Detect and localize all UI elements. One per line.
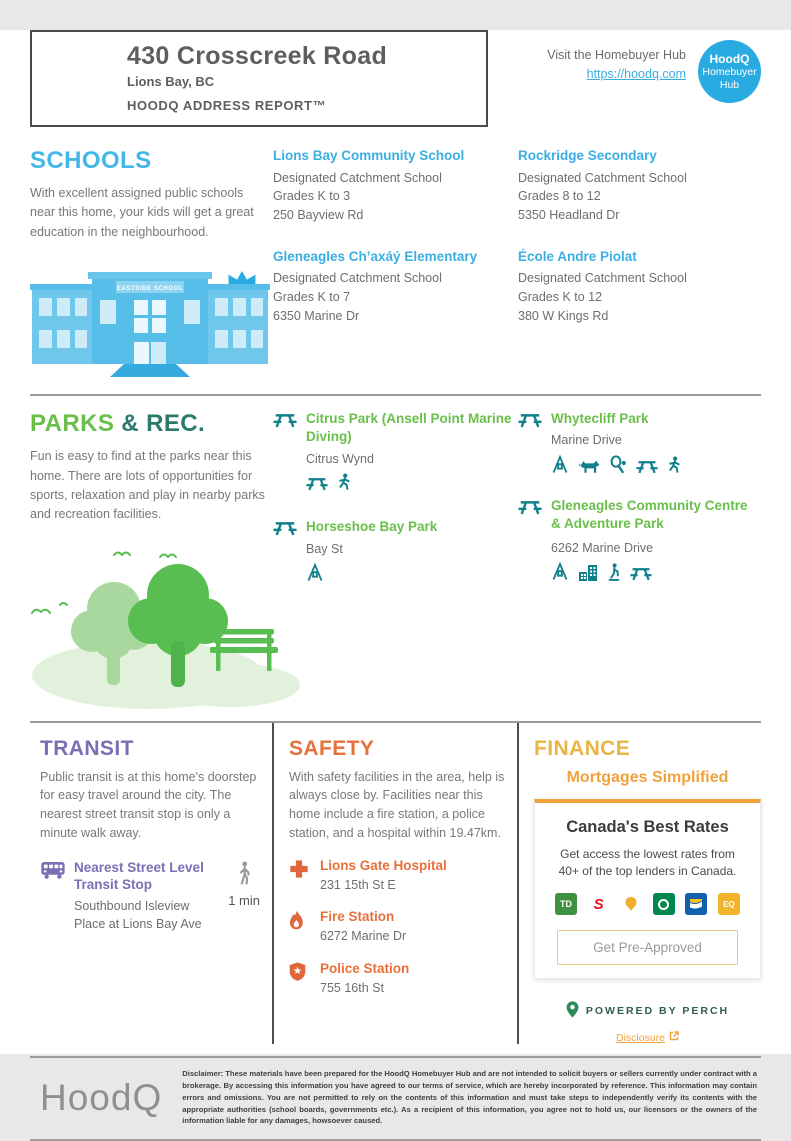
- park-name[interactable]: Gleneagles Community Centre & Adventure Park: [551, 498, 748, 532]
- jogging-icon: [667, 456, 681, 479]
- tennis-icon: [609, 456, 627, 479]
- transit-stop-name[interactable]: Nearest Street Level Transit Stop: [74, 859, 204, 893]
- parks-description: Fun is easy to find at the parks near this home. There are lots of opportunities for sports, relaxation and play in nearby parks and recreation facilities.: [30, 449, 265, 522]
- school-grades: Grades K to 7: [273, 290, 351, 305]
- park-amenities: [551, 562, 761, 586]
- homebuyer-hub-link[interactable]: https://hoodq.com: [586, 67, 686, 81]
- school-address: 5350 Headland Dr: [518, 208, 620, 223]
- picnic-table-icon: [630, 566, 652, 586]
- school-item: [273, 248, 515, 326]
- disclosure-label: Disclosure: [615, 1031, 665, 1044]
- safety-description: With safety facilities in the area, help is always close by. Facilities near this home include a fire station, a police station, and a hospital within 19.47km.: [289, 769, 505, 840]
- hub-badge-line1: HoodQ: [709, 51, 750, 66]
- rates-card: [534, 799, 761, 980]
- park-address: Bay St: [306, 541, 343, 556]
- page-title: 430 Crosscreek Road: [127, 42, 388, 70]
- safety-facility-name[interactable]: Lions Gate Hospital: [320, 857, 447, 873]
- safety-section: [272, 723, 519, 1045]
- safety-facility-name[interactable]: Police Station: [320, 961, 410, 977]
- park-amenities: [306, 563, 437, 587]
- school-item: [518, 248, 761, 326]
- td-bank-logo: TD: [555, 893, 577, 915]
- rates-card-title: Canada's Best Rates: [566, 817, 729, 836]
- report-footer: [30, 1056, 761, 1141]
- park-amenities: [306, 473, 515, 496]
- hoodq-logo: HoodQ: [40, 1076, 163, 1118]
- school-item: [518, 147, 761, 225]
- external-link-icon: [669, 1031, 679, 1044]
- safety-item: [289, 909, 505, 946]
- school-name[interactable]: Gleneagles Ch’axáý Elementary: [273, 248, 478, 264]
- school-grades: Grades K to 3: [273, 189, 351, 204]
- walk-time: 1 min: [228, 892, 260, 908]
- address-report-page: [0, 30, 791, 1126]
- hoodq-hub-badge[interactable]: [698, 40, 761, 103]
- picnic-table-icon: [518, 497, 542, 586]
- park-item: [518, 497, 761, 586]
- transit-description: Public transit is at this home's doorstep for easy travel around the city. The nearest street transit stop is only a minute walk away.: [40, 769, 257, 840]
- park-address: Citrus Wynd: [306, 451, 374, 466]
- header-right: [488, 30, 761, 127]
- schools-description: With excellent assigned public schools near this home, your kids will get a great education in the neighbourhood.: [30, 186, 254, 239]
- transit-heading: TRANSIT: [40, 736, 134, 760]
- map-pin-icon: [566, 1001, 579, 1021]
- swings-icon: [551, 455, 569, 479]
- school-name[interactable]: Lions Bay Community School: [273, 148, 465, 163]
- school-address: 380 W Kings Rd: [518, 308, 609, 323]
- get-pre-approved-button[interactable]: Get Pre-Approved: [557, 930, 738, 965]
- dog-park-icon: [578, 459, 600, 479]
- swings-icon: [306, 563, 324, 587]
- powered-by-label: POWERED BY PERCH: [585, 1005, 730, 1018]
- park-address: 6262 Marine Drive: [551, 540, 654, 555]
- safety-heading: SAFETY: [289, 736, 375, 760]
- swings-icon: [551, 562, 569, 586]
- safety-facility-address: 755 16th St: [320, 981, 384, 996]
- safety-item: [289, 858, 505, 895]
- bottom-sections: [30, 723, 761, 1045]
- community-centre-icon: [578, 564, 598, 586]
- picnic-table-icon: [518, 410, 542, 479]
- parks-heading-primary: PARKS: [30, 410, 115, 438]
- address-city: Lions Bay, BC: [127, 74, 215, 89]
- picnic-table-icon: [273, 410, 297, 496]
- picnic-table-icon: [636, 459, 658, 479]
- park-name[interactable]: Citrus Park (Ansell Point Marine Diving): [306, 411, 512, 445]
- report-header: [30, 30, 761, 127]
- park-name[interactable]: Horseshoe Bay Park: [306, 519, 438, 535]
- jogging-icon: [337, 473, 351, 496]
- park-address: Marine Drive: [551, 433, 622, 448]
- transit-section: [30, 723, 272, 1045]
- school-address: 6350 Marine Dr: [273, 308, 360, 323]
- walk-time-block: [228, 859, 260, 935]
- scooter-icon: [607, 563, 621, 586]
- visit-text: Visit the Homebuyer Hub: [547, 48, 686, 62]
- school-type: Designated Catchment School: [518, 170, 687, 185]
- park-name[interactable]: Whytecliff Park: [551, 411, 649, 427]
- school-name[interactable]: École Andre Piolat: [518, 248, 637, 264]
- schools-section: [0, 127, 791, 378]
- police-shield-icon: [289, 961, 309, 998]
- picnic-table-icon: [306, 476, 328, 496]
- pedestrian-icon: [238, 872, 251, 889]
- cibc-logo: [620, 893, 642, 915]
- hospital-cross-icon: [289, 858, 309, 895]
- rates-card-body: Get access the lowest rates from 40+ of the top lenders in Canada.: [558, 846, 737, 879]
- desjardins-logo: [653, 893, 675, 915]
- bank-logos-row: [555, 893, 740, 915]
- park-illustration: [30, 533, 278, 713]
- transit-stop-address: Southbound Isleview Place at Lions Bay Ave: [74, 898, 202, 932]
- school-grades: Grades K to 12: [518, 290, 603, 305]
- school-banner-text: EASTSIDE SCHOOL: [116, 286, 184, 293]
- address-box: [30, 30, 488, 127]
- finance-tagline: Mortgages Simplified: [566, 768, 729, 786]
- picnic-table-icon: [273, 518, 297, 587]
- safety-facility-name[interactable]: Fire Station: [320, 909, 395, 925]
- visit-block: [547, 40, 686, 83]
- bus-icon: [40, 859, 66, 935]
- hub-badge-line3: Hub: [719, 78, 740, 91]
- report-name: HOODQ ADDRESS REPORT™: [127, 98, 327, 113]
- school-address: 250 Bayview Rd: [273, 208, 364, 223]
- school-item: [273, 147, 515, 225]
- finance-heading: FINANCE: [534, 736, 631, 760]
- transit-stop-item: [40, 859, 260, 935]
- school-building-illustration: [30, 258, 270, 378]
- powered-by-perch: [534, 1001, 761, 1021]
- hub-badge-line2: Homebuyer: [702, 66, 757, 79]
- schools-heading: SCHOOLS: [30, 147, 152, 174]
- park-item: [273, 518, 515, 587]
- safety-facility-address: 231 15th St E: [320, 877, 396, 892]
- safety-facility-address: 6272 Marine Dr: [320, 929, 407, 944]
- rbc-logo: [685, 893, 707, 915]
- school-type: Designated Catchment School: [273, 271, 442, 286]
- disclosure-link[interactable]: [534, 1031, 761, 1044]
- park-amenities: [551, 455, 681, 479]
- school-name[interactable]: Rockridge Secondary: [518, 148, 657, 163]
- disclaimer-text: Disclaimer: These materials have been prepared for the HoodQ Homebuyer Hub and are not intended to solicit buyers or sellers currently under contract with a brokerage. By accessing this information you have agreed to our terms of service, which are hereby incorporated by reference. This information may contain errors and omissions. You are not permitted to rely on the contents of this information and must take steps to independently verify its contents with the appropriate authorities (school boards, governments etc.). As a recipient of this information, you agree not to hold us, our licensors or the owners of the information liable for any damages, howsoever caused.: [182, 1069, 757, 1126]
- eq-bank-logo: EQ: [718, 893, 740, 915]
- park-item: [518, 410, 761, 479]
- parks-heading: [30, 410, 265, 438]
- parks-section: [0, 396, 791, 713]
- flame-icon: [289, 909, 309, 946]
- finance-section: [519, 723, 761, 1045]
- school-type: Designated Catchment School: [273, 170, 442, 185]
- scotiabank-logo: S: [588, 893, 610, 915]
- parks-heading-secondary: & REC.: [114, 410, 206, 438]
- school-type: Designated Catchment School: [518, 271, 687, 286]
- safety-item: [289, 961, 505, 998]
- school-grades: Grades 8 to 12: [518, 189, 601, 204]
- park-item: [273, 410, 515, 496]
